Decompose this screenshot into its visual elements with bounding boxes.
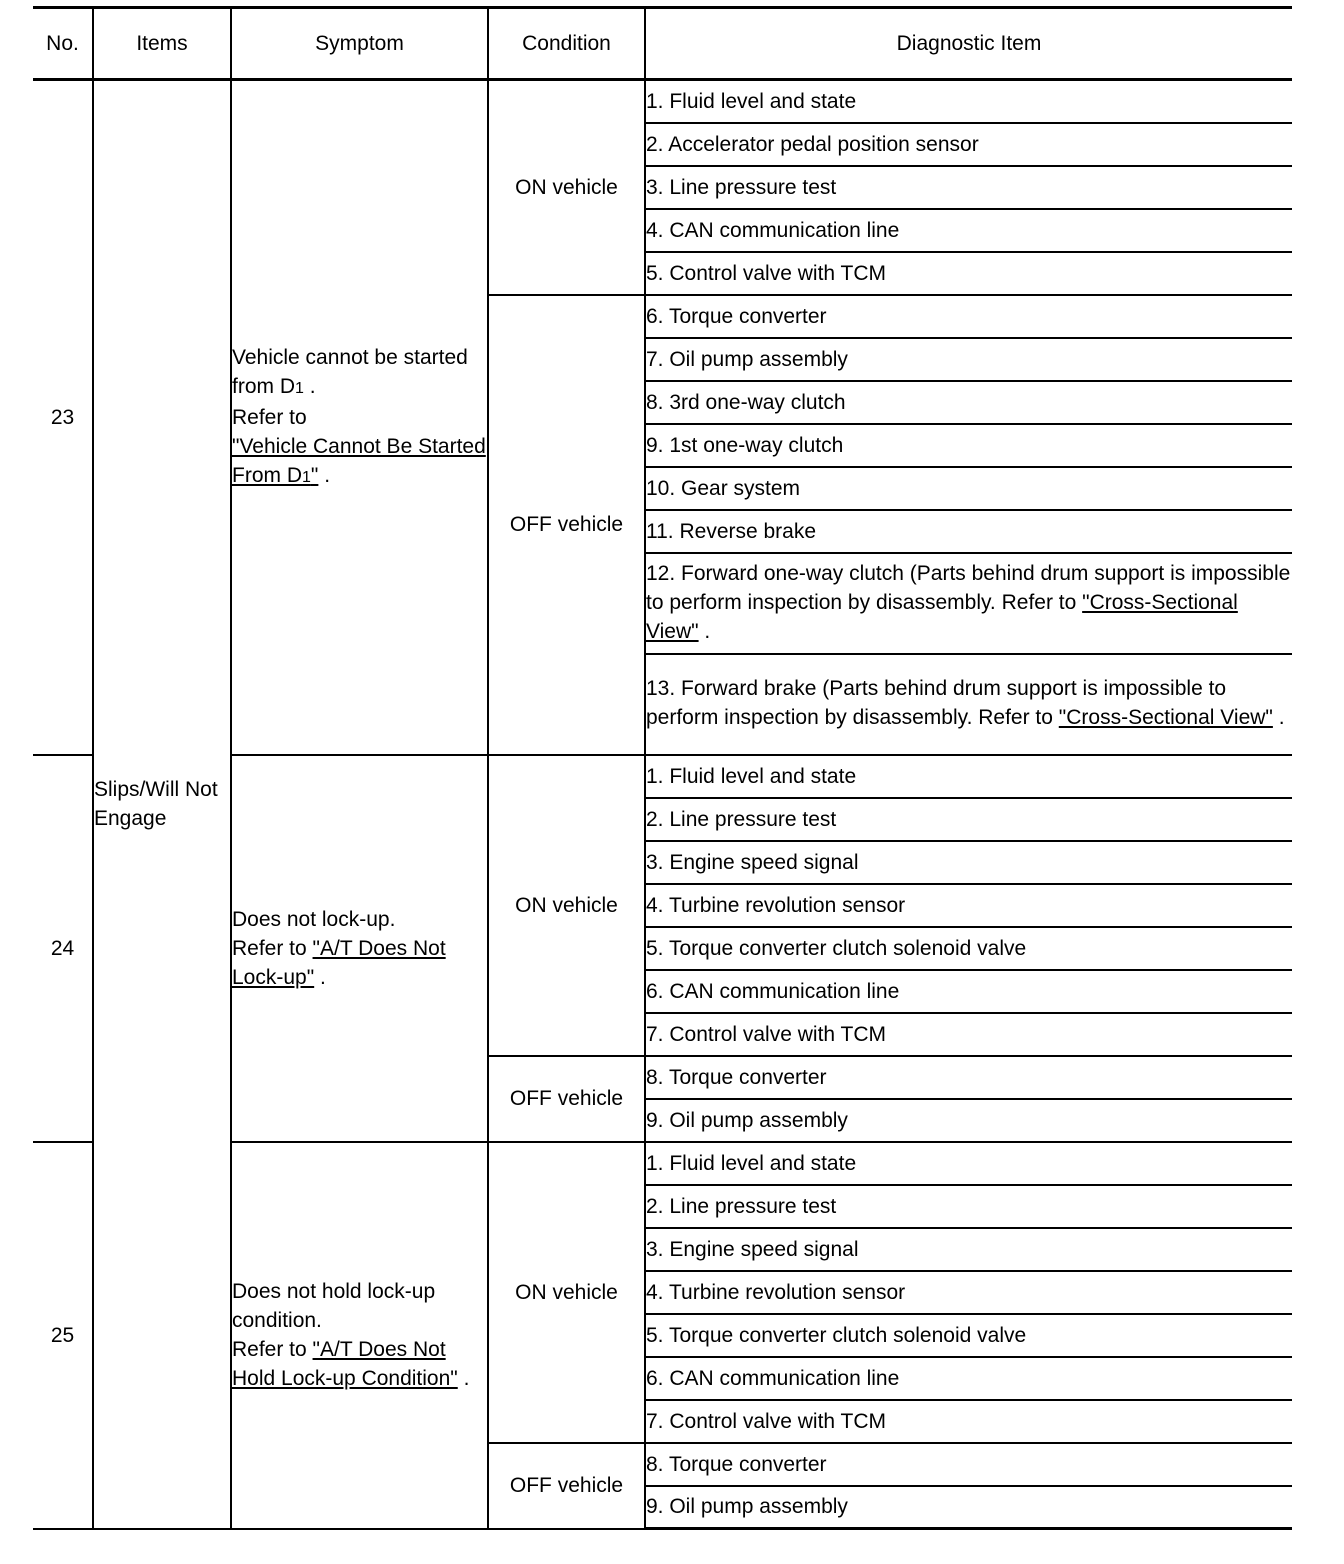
condition-on-vehicle: ON vehicle bbox=[488, 1142, 645, 1443]
diagnostic-item: 4. Turbine revolution sensor bbox=[645, 884, 1292, 927]
diagnostic-item: 9. Oil pump assembly bbox=[645, 1486, 1292, 1529]
symptom-cell bbox=[231, 755, 488, 1142]
link-subscript: 1 bbox=[302, 468, 311, 486]
condition-off-vehicle: OFF vehicle bbox=[488, 1443, 645, 1529]
diagnostic-item: 1. Fluid level and state bbox=[645, 755, 1292, 798]
punctuation: . bbox=[457, 1367, 470, 1390]
header-row bbox=[33, 8, 1292, 80]
diagnostic-item: 5. Torque converter clutch solenoid valve bbox=[645, 927, 1292, 970]
diagnostic-item: 6. CAN communication line bbox=[645, 970, 1292, 1013]
diagnostic-item: 8. 3rd one-way clutch bbox=[645, 381, 1292, 424]
condition-off-vehicle: OFF vehicle bbox=[488, 1056, 645, 1142]
row-number: 24 bbox=[33, 755, 93, 1142]
header-no: No. bbox=[33, 8, 93, 80]
symptom-text: Does not hold lock-up condition. bbox=[232, 1280, 436, 1332]
symptom-text: Does not lock-up. bbox=[232, 907, 396, 931]
condition-off-vehicle: OFF vehicle bbox=[488, 295, 645, 755]
link-text: "Vehicle Cannot Be Started From D bbox=[232, 434, 486, 487]
diagnostic-item: 6. CAN communication line bbox=[645, 1357, 1292, 1400]
header-items: Items bbox=[93, 8, 231, 80]
diagnostic-table bbox=[33, 6, 1292, 1530]
diagnostic-item: 8. Torque converter bbox=[645, 1443, 1292, 1486]
diagnostic-item: 9. 1st one-way clutch bbox=[645, 424, 1292, 467]
diagnostic-item: 4. CAN communication line bbox=[645, 209, 1292, 252]
diagnostic-item: 1. Fluid level and state bbox=[645, 80, 1292, 123]
symptom-link[interactable] bbox=[232, 435, 486, 487]
condition-on-vehicle: ON vehicle bbox=[488, 755, 645, 1056]
punctuation: . bbox=[314, 965, 326, 989]
diagnostic-item: 7. Oil pump assembly bbox=[645, 338, 1292, 381]
header-diagnostic-item: Diagnostic Item bbox=[645, 8, 1292, 80]
link-quote: " bbox=[310, 463, 319, 487]
diagnostic-item: 8. Torque converter bbox=[645, 1056, 1292, 1099]
refer-text: Refer to bbox=[232, 405, 307, 429]
header-symptom: Symptom bbox=[231, 8, 488, 80]
items-cell: Slips/Will Not Engage bbox=[93, 80, 231, 1529]
refer-text: Refer to bbox=[232, 1338, 307, 1361]
cross-sectional-view-link[interactable]: "Cross-Sectional View" bbox=[646, 590, 1238, 643]
diagnostic-item: 2. Line pressure test bbox=[645, 798, 1292, 841]
punctuation: . bbox=[1272, 706, 1285, 729]
diagnostic-item: 4. Turbine revolution sensor bbox=[645, 1271, 1292, 1314]
diagnostic-item: 9. Oil pump assembly bbox=[645, 1099, 1292, 1142]
diagnostic-text: 12. Forward one-way clutch (Parts behind drum support is impossible to perform inspection by disassembly. Refer to bbox=[646, 561, 1291, 614]
diagnostic-item: 2. Line pressure test bbox=[645, 1185, 1292, 1228]
diagnostic-item: 2. Accelerator pedal position sensor bbox=[645, 123, 1292, 166]
row-number: 23 bbox=[33, 80, 93, 755]
diagnostic-item: 1. Fluid level and state bbox=[645, 1142, 1292, 1185]
diagnostic-item: 11. Reverse brake bbox=[645, 510, 1292, 553]
diagnostic-item: 5. Control valve with TCM bbox=[645, 252, 1292, 295]
diagnostic-item: 5. Torque converter clutch solenoid valve bbox=[645, 1314, 1292, 1357]
diagnostic-item: 10. Gear system bbox=[645, 467, 1292, 510]
punctuation: . bbox=[318, 463, 331, 487]
header-condition: Condition bbox=[488, 8, 645, 80]
symptom-link[interactable]: "A/T Does Not Hold Lock-up Condition" bbox=[232, 1338, 458, 1390]
diagnostic-item bbox=[645, 654, 1292, 755]
cross-sectional-view-link[interactable]: "Cross-Sectional View" bbox=[1058, 706, 1273, 729]
diagnostic-item: 3. Line pressure test bbox=[645, 166, 1292, 209]
symptom-cell bbox=[231, 1142, 488, 1529]
diagnostic-item: 7. Control valve with TCM bbox=[645, 1400, 1292, 1443]
symptom-link[interactable]: "A/T Does Not Lock-up" bbox=[232, 936, 446, 989]
diagnostic-item: 3. Engine speed signal bbox=[645, 1228, 1292, 1271]
diagnostic-item bbox=[645, 553, 1292, 654]
symptom-text: Vehicle cannot be started from D bbox=[232, 345, 468, 398]
diagnostic-text: 13. Forward brake (Parts behind drum support is impossible to perform inspection by disassembly. Refer to bbox=[646, 677, 1227, 729]
diagnostic-item: 6. Torque converter bbox=[645, 295, 1292, 338]
punctuation: . bbox=[698, 619, 711, 643]
punctuation: . bbox=[303, 374, 316, 398]
refer-text: Refer to bbox=[232, 936, 307, 960]
row-number: 25 bbox=[33, 1142, 93, 1529]
symptom-cell bbox=[231, 80, 488, 755]
diagnostic-item: 3. Engine speed signal bbox=[645, 841, 1292, 884]
table-row bbox=[33, 80, 1292, 123]
subscript: 1 bbox=[295, 379, 304, 397]
diagnostic-item: 7. Control valve with TCM bbox=[645, 1013, 1292, 1056]
condition-on-vehicle: ON vehicle bbox=[488, 80, 645, 295]
